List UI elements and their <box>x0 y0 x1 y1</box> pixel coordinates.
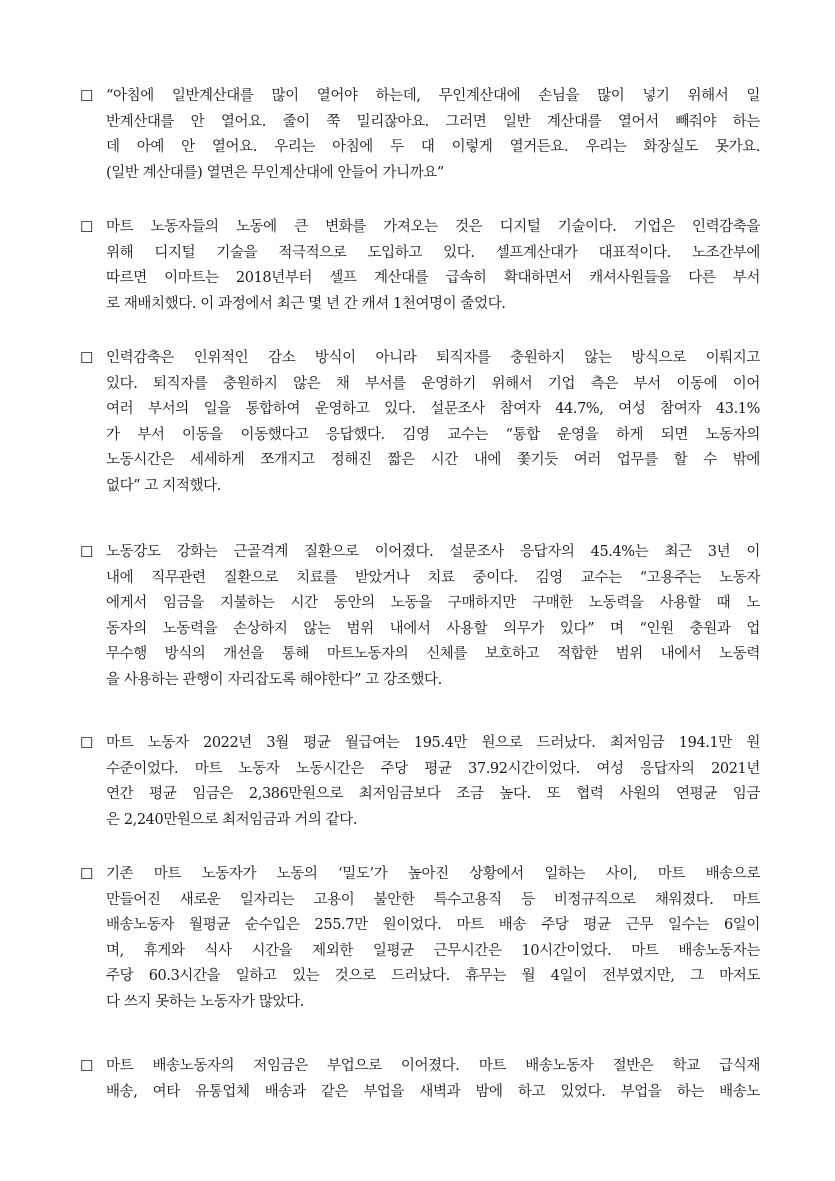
paragraph-line: 연간 평균 임금은 2,386만원으로 최저임금보다 조금 높다. 또 협력 사원의 연평균 임금 <box>106 786 760 803</box>
paragraph-line: 마트 배송노동자의 저임금은 부업으로 이어졌다. 마트 배송노동자 절반은 학교 급식재 <box>106 1058 760 1074</box>
bullet-paragraph <box>80 215 760 317</box>
paragraph-line: 여러 부서의 일을 통합하여 운영하고 있다. 설문조사 참여자 44.7%, 여성 참여자 43.1% <box>106 401 760 418</box>
bullet-paragraph <box>80 346 760 500</box>
paragraph-line: 배송, 여타 유통업체 배송과 같은 부업을 새벽과 밤에 하고 있었다. 부업을 하는 배송노 <box>106 1083 760 1100</box>
paragraph-line: 무수행 방식의 개선을 통해 마트노동자의 신체를 보호하고 적합한 범위 내에서 노동력 <box>106 646 760 663</box>
paragraph-line: 은 2,240만원으로 최저임금과 거의 같다. <box>106 811 358 828</box>
bullet-paragraph <box>80 84 760 186</box>
paragraph-line: 로 재배치했다. 이 과정에서 최근 몇 년 간 캐셔 1천여명이 줄었다. <box>106 295 506 312</box>
paragraph-line: 반계산대를 안 열어요. 줄이 쭉 밀리잖아요. 그러면 일반 계산대를 열어서 빼줘야 하는 <box>106 113 760 130</box>
paragraph-line: 노동강도 강화는 근골격계 질환으로 이어졌다. 설문조사 응답자의 45.4%는 최근 3년 이 <box>106 544 760 560</box>
checkbox-bullet-icon: ☐ <box>80 1057 94 1075</box>
paragraph-line: 있다. 퇴직자를 충원하지 않은 채 부서를 운영하기 위해서 기업 측은 부서 이동에 이어 <box>106 375 760 392</box>
bullet-paragraph <box>80 540 760 694</box>
checkbox-bullet-icon: ☐ <box>80 734 94 752</box>
paragraph-line: 다 쓰지 못하는 노동자가 많았다. <box>106 993 304 1010</box>
paragraph-line: 며, 휴게와 식사 시간을 제외한 일평균 근무시간은 10시간이었다. 마트 배송노동자는 <box>106 942 760 959</box>
paragraph-line: 주당 60.3시간을 일하고 있는 것으로 드러났다. 휴무는 월 4일이 전부였지만, 그 마저도 <box>106 968 760 985</box>
paragraph-line: 마트 노동자 2022년 3월 평균 월급여는 195.4만 원으로 드러났다. 최저임금 194.1만 원 <box>106 735 760 751</box>
paragraph-line: 을 사용하는 관행이 자리잡도록 해야한다” 고 강조했다. <box>106 671 442 688</box>
paragraph-line: “아침에 일반계산대를 많이 열어야 하는데, 무인계산대에 손님을 많이 넣기 위해서 일 <box>106 88 760 104</box>
paragraph-line: 따르면 이마트는 2018년부터 셀프 계산대를 급속히 확대하면서 캐셔사원들을 다른 부서 <box>106 270 760 287</box>
bullet-paragraph <box>80 1054 760 1105</box>
paragraph-line: (일반 계산대를) 열면은 무인계산대에 안들어 가니까요” <box>106 164 444 181</box>
paragraph-line: 수준이었다. 마트 노동자 노동시간은 주당 평균 37.92시간이었다. 여성 응답자의 2021년 <box>106 760 760 777</box>
bullet-paragraph <box>80 731 760 833</box>
checkbox-bullet-icon: ☐ <box>80 218 94 236</box>
checkbox-bullet-icon: ☐ <box>80 349 94 367</box>
paragraph-line: 기존 마트 노동자가 노동의 ‘밀도’가 높아진 상황에서 일하는 사이, 마트 배송으로 <box>106 866 760 882</box>
paragraph-line: 동자의 노동력을 손상하지 않는 범위 내에서 사용할 의무가 있다” 며 “인원 충원과 업 <box>106 620 760 637</box>
paragraph-line: 가 부서 이동을 이동했다고 응답했다. 김영 교수는 “통합 운영을 하게 되면 노동자의 <box>106 426 760 443</box>
bullet-paragraph <box>80 862 760 1016</box>
paragraph-line: 없다” 고 지적했다. <box>106 477 221 494</box>
checkbox-bullet-icon: ☐ <box>80 87 94 105</box>
paragraph-line: 배송노동자 월평균 순수입은 255.7만 원이었다. 마트 배송 주당 평균 근무 일수는 6일이 <box>106 917 760 934</box>
paragraph-line: 마트 노동자들의 노동에 큰 변화를 가져오는 것은 디지털 기술이다. 기업은 인력감축을 <box>106 219 760 235</box>
checkbox-bullet-icon: ☐ <box>80 865 94 883</box>
checkbox-bullet-icon: ☐ <box>80 543 94 561</box>
paragraph-line: 에게서 임금을 지불하는 시간 동안의 노동을 구매하지만 구매한 노동력을 사용할 때 노 <box>106 595 760 612</box>
paragraph-line: 만들어진 새로운 일자리는 고용이 불안한 특수고용직 등 비정규직으로 채워졌다. 마트 <box>106 891 760 908</box>
paragraph-line: 내에 직무관련 질환으로 치료를 받았거나 치료 중이다. 김영 교수는 “고용주는 노동자 <box>106 569 760 586</box>
paragraph-line: 인력감축은 인위적인 감소 방식이 아니라 퇴직자를 충원하지 않는 방식으로 이뤄지고 <box>106 350 760 366</box>
paragraph-line: 위해 디지털 기술을 적극적으로 도입하고 있다. 셀프계산대가 대표적이다. 노조간부에 <box>106 244 760 261</box>
paragraph-line: 노동시간은 세세하게 쪼개지고 정해진 짧은 시간 내에 쫓기듯 여러 업무를 할 수 밖에 <box>106 452 760 469</box>
paragraph-line: 데 아예 안 열어요. 우리는 아침에 두 대 이렇게 열거든요. 우리는 화장실도 못가요. <box>106 139 760 156</box>
